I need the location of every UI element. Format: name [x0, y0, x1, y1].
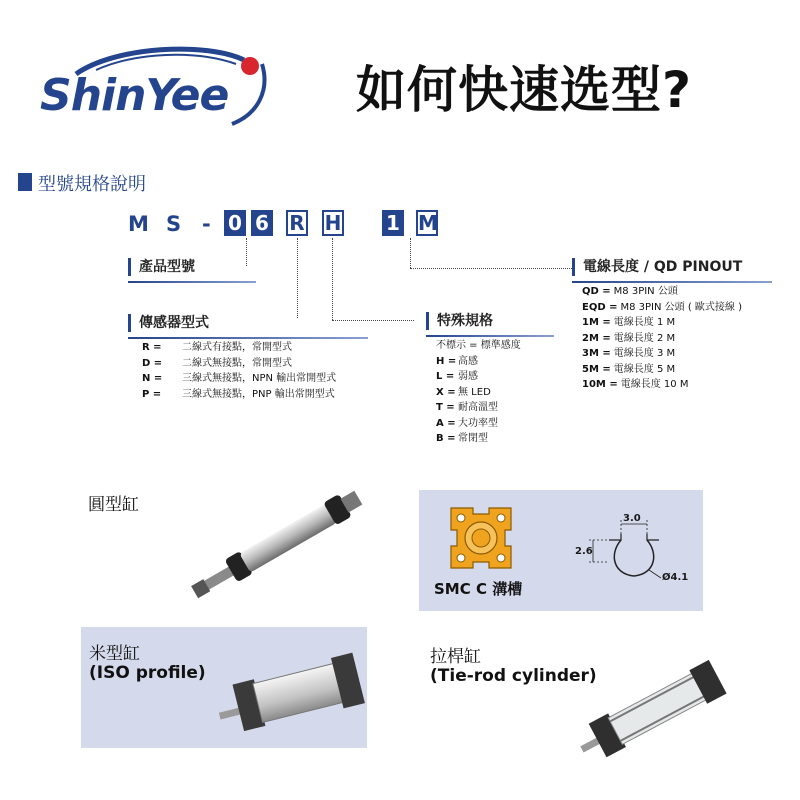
list-item: 不標示 = 標準感度: [436, 340, 521, 351]
list-item: 1M = 電線長度 1 M: [582, 317, 676, 328]
divider: [128, 281, 256, 283]
list-item: R = 二線式有接點，常開型式: [142, 342, 292, 353]
smc-slot-panel: [419, 490, 703, 611]
list-item: X = 無 LED: [436, 386, 491, 398]
code-box: 0: [224, 210, 246, 236]
code-box: 1: [382, 210, 404, 236]
section-title: 型號規格說明: [38, 174, 146, 195]
product-model-title: 產品型號: [128, 258, 195, 276]
list-item: 3M = 電線長度 3 M: [582, 348, 676, 359]
code-letter: -: [202, 212, 211, 236]
tierod-cylinder-image: [570, 655, 740, 765]
connector-line: [332, 238, 333, 320]
smc-slot-label-text: SMC C 溝槽: [434, 580, 523, 598]
divider: [128, 337, 368, 339]
connector-line: [410, 238, 411, 268]
brand-logo: [36, 40, 268, 130]
logo-text: ShinYee: [40, 70, 229, 121]
iso-cylinder-panel: [81, 627, 367, 748]
iso-cylinder-sublabel: (ISO profile): [89, 663, 206, 683]
list-item: L = 弱感: [436, 371, 478, 382]
divider: [426, 335, 554, 337]
list-item: QD = M8 3PIN 公頭: [582, 286, 678, 297]
connector-line: [332, 320, 414, 321]
special-spec-list: [436, 338, 521, 447]
round-cylinder-label: 圓型缸: [88, 495, 139, 515]
divider: [572, 281, 772, 283]
tierod-cylinder-sublabel: (Tie-rod cylinder): [430, 666, 597, 686]
iso-cylinder-image: [211, 633, 367, 743]
sensor-type-list: [142, 340, 336, 402]
code-box: 6: [251, 210, 273, 236]
cable-length-list: [582, 284, 742, 393]
iso-cylinder-label: 米型缸: [89, 644, 140, 664]
connector-line: [246, 238, 247, 266]
code-box: M: [418, 211, 438, 235]
section-title-marker: [18, 173, 32, 191]
connector-line: [410, 268, 572, 269]
list-item: A = 大功率型: [436, 417, 498, 429]
list-item: 2M = 電線長度 2 M: [582, 332, 676, 344]
code-letter: S: [166, 212, 182, 236]
profile-section-icon: [447, 504, 515, 572]
dim-height: 2.6: [575, 546, 593, 557]
list-item: T = 耐高溫型: [436, 402, 498, 413]
list-item: 5M = 電線長度 5 M: [582, 363, 676, 375]
cable-length-title: 電線長度 / QD PINOUT: [572, 258, 742, 276]
smc-slot-label: [434, 578, 522, 599]
list-item: N = 三線式無接點，NPN 輸出常開型式: [142, 373, 337, 384]
code-box: R: [286, 210, 308, 236]
code-letter: M: [128, 212, 149, 236]
list-item: D = 二線式無接點，常開型式: [142, 357, 292, 369]
list-item: B = 常閉型: [436, 433, 488, 444]
dim-diameter: Ø4.1: [662, 572, 689, 583]
code-box: H: [322, 210, 344, 236]
special-spec-title: 特殊規格: [426, 312, 493, 330]
list-item: P = 三線式無接點，PNP 輸出常開型式: [142, 388, 335, 400]
headline: 如何快速选型?: [356, 61, 693, 119]
list-item: 10M = 電線長度 10 M: [582, 379, 689, 390]
list-item: EQD = M8 3PIN 公頭 ( 歐式接線 ): [582, 301, 743, 313]
list-item: H = 高感: [436, 355, 478, 367]
round-cylinder-image: [180, 488, 380, 600]
connector-line: [297, 238, 298, 318]
sensor-type-title: 傳感器型式: [128, 314, 209, 332]
tierod-cylinder-label: 拉桿缸: [430, 647, 481, 667]
dim-width: 3.0: [623, 513, 641, 524]
